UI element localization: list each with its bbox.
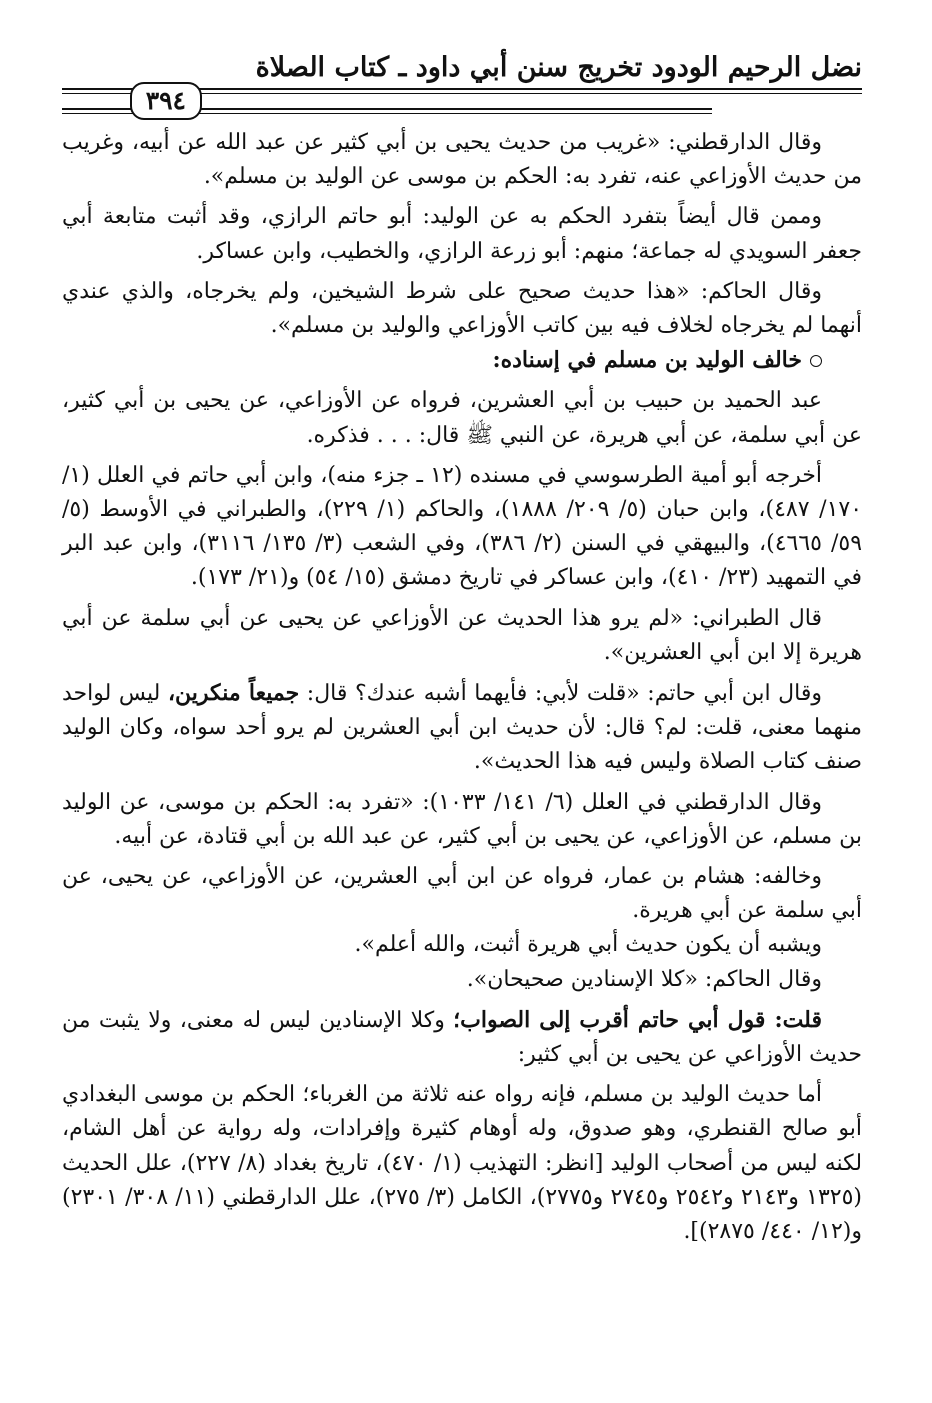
paragraph — [62, 1003, 862, 1072]
paragraph: وممن قال أيضاً بتفرد الحكم به عن الوليد: أبو حاتم الرازي، وقد أثبت متابعة أبي جعفر السويدي له جماعة؛ منهم: أبو زرعة الرازي، والخطيب، وابن عساكر. — [62, 204, 862, 264]
paragraph — [62, 676, 862, 780]
paragraph: وخالفه: هشام بن عمار، فرواه عن ابن أبي العشرين، عن الأوزاعي، عن يحيى، عن أبي سلمة عن أبي هريرة. — [62, 864, 862, 924]
running-header-title: نضل الرحيم الودود تخريج سنن أبي داود ـ كتاب الصلاة — [255, 52, 862, 83]
page-number: ٣٩٤ — [130, 82, 202, 120]
paragraph: وقال الدارقطني: «غريب من حديث يحيى بن أبي كثير عن عبد الله عن أبيه، وغريب من حديث الأوزاعي عنه، تفرد به: الحكم بن موسى عن الوليد بن مسلم». — [62, 130, 862, 190]
paragraph: وقال الدارقطني في العلل (٦/ ١٤١/ ١٠٣٣): «تفرد به: الحكم بن موسى، عن الوليد بن مسلم، عن الأوزاعي، عن يحيى بن أبي كثير، عن عبد الله بن أبي قتادة، عن أبيه. — [62, 789, 862, 849]
paragraph: قال الطبراني: «لم يرو هذا الحديث عن الأوزاعي عن يحيى عن أبي سلمة عن أبي هريرة إلا ابن أبي العشرين». — [62, 605, 862, 665]
paragraph: وقال الحاكم: «هذا حديث صحيح على شرط الشيخين، ولم يخرجاه، والذي عندي أنهما لم يخرجاه لخلاف فيه بين كاتب الأوزاعي والوليد بن مسلم». — [62, 278, 862, 339]
page-number-area — [62, 72, 862, 115]
paragraph: عبد الحميد بن حبيب بن أبي العشرين، فرواه عن الأوزاعي، عن يحيى بن أبي كثير، عن أبي سلمة، عن أبي هريرة، عن النبي ﷺ قال: . . . فذكره. — [62, 388, 862, 448]
paragraph: ويشبه أن يكون حديث أبي هريرة أثبت، والله أعلم». — [354, 932, 822, 958]
section-heading-text: خالف الوليد بن مسلم في إسناده: — [492, 347, 802, 374]
paragraph: أخرجه أبو أمية الطرسوسي في مسنده (١٢ ـ جزء منه)، وابن أبي حاتم في العلل (١/ ١٧٠/ ٤٨٧)، وابن حبان (٥/ ٢٠٩/ ١٨٨٨)، والحاكم (١/ ٢٢٩)، والطبراني في الأوسط (٥/ ٥٩/ ٤٦٦٥)، والبيهقي في السنن (٢/ ٣٨٦)، وفي الشعب (٣/ ١٣٥/ ٣١١٦)، وابن عبد البر في التمهيد (٢٣/ ٤١٠)، وابن عساكر في تاريخ دمشق (١٥/ ٥٤) و(٢١/ ١٧٣). — [62, 462, 863, 591]
paragraph: أما حديث الوليد بن مسلم، فإنه رواه عنه ثلاثة من الغرباء؛ الحكم بن موسى البغدادي أبو صالح القنطري، وهو صدوق، وله أوهام كثيرة وإفرادات، وله رواية عن أهل الشام، لكنه ليس من أصحاب الوليد [انظر: التهذيب (١/ ٤٧٠)، تاريخ بغداد (٨/ ٢٢٧)، علل الحديث (١٣٢٥ و٢١٤٣ و٢٥٤٢ و٢٧٤٥ و٢٧٧٥)، الكامل (٣/ ٢٧٥)، علل الدارقطني (١١/ ٣٠٨/ ٢٣٠١) و(١٢/ ٤٤٠/ ٢٨٧٥)]. — [62, 1082, 863, 1245]
circle-bullet-icon — [810, 355, 822, 367]
paragraph-text: وكلا الإسنادين ليس له معنى، ولا يثبت من حديث الأوزاعي عن يحيى بن أبي كثير: — [62, 1007, 862, 1068]
section-heading — [62, 343, 862, 378]
page-body — [62, 126, 862, 1249]
paragraph-bold-text: قلت: قول أبي حاتم أقرب إلى الصواب؛ — [453, 1006, 822, 1033]
paragraph-text: وقال ابن أبي حاتم: «قلت لأبي: فأيهما أشبه عندك؟ قال: — [299, 681, 822, 707]
paragraph-text: ليس لواحد منهما معنى، قلت: لم؟ قال: لأن حديث ابن أبي العشرين لم يرو أحد سواه، وكان الوليد صنف كتاب الصلاة وليس فيه هذا الحديث». — [62, 681, 862, 775]
paragraph-bold-text: جميعاً منكرين، — [167, 680, 300, 707]
paragraph: وقال الحاكم: «كلا الإسنادين صحيحان». — [466, 966, 822, 992]
